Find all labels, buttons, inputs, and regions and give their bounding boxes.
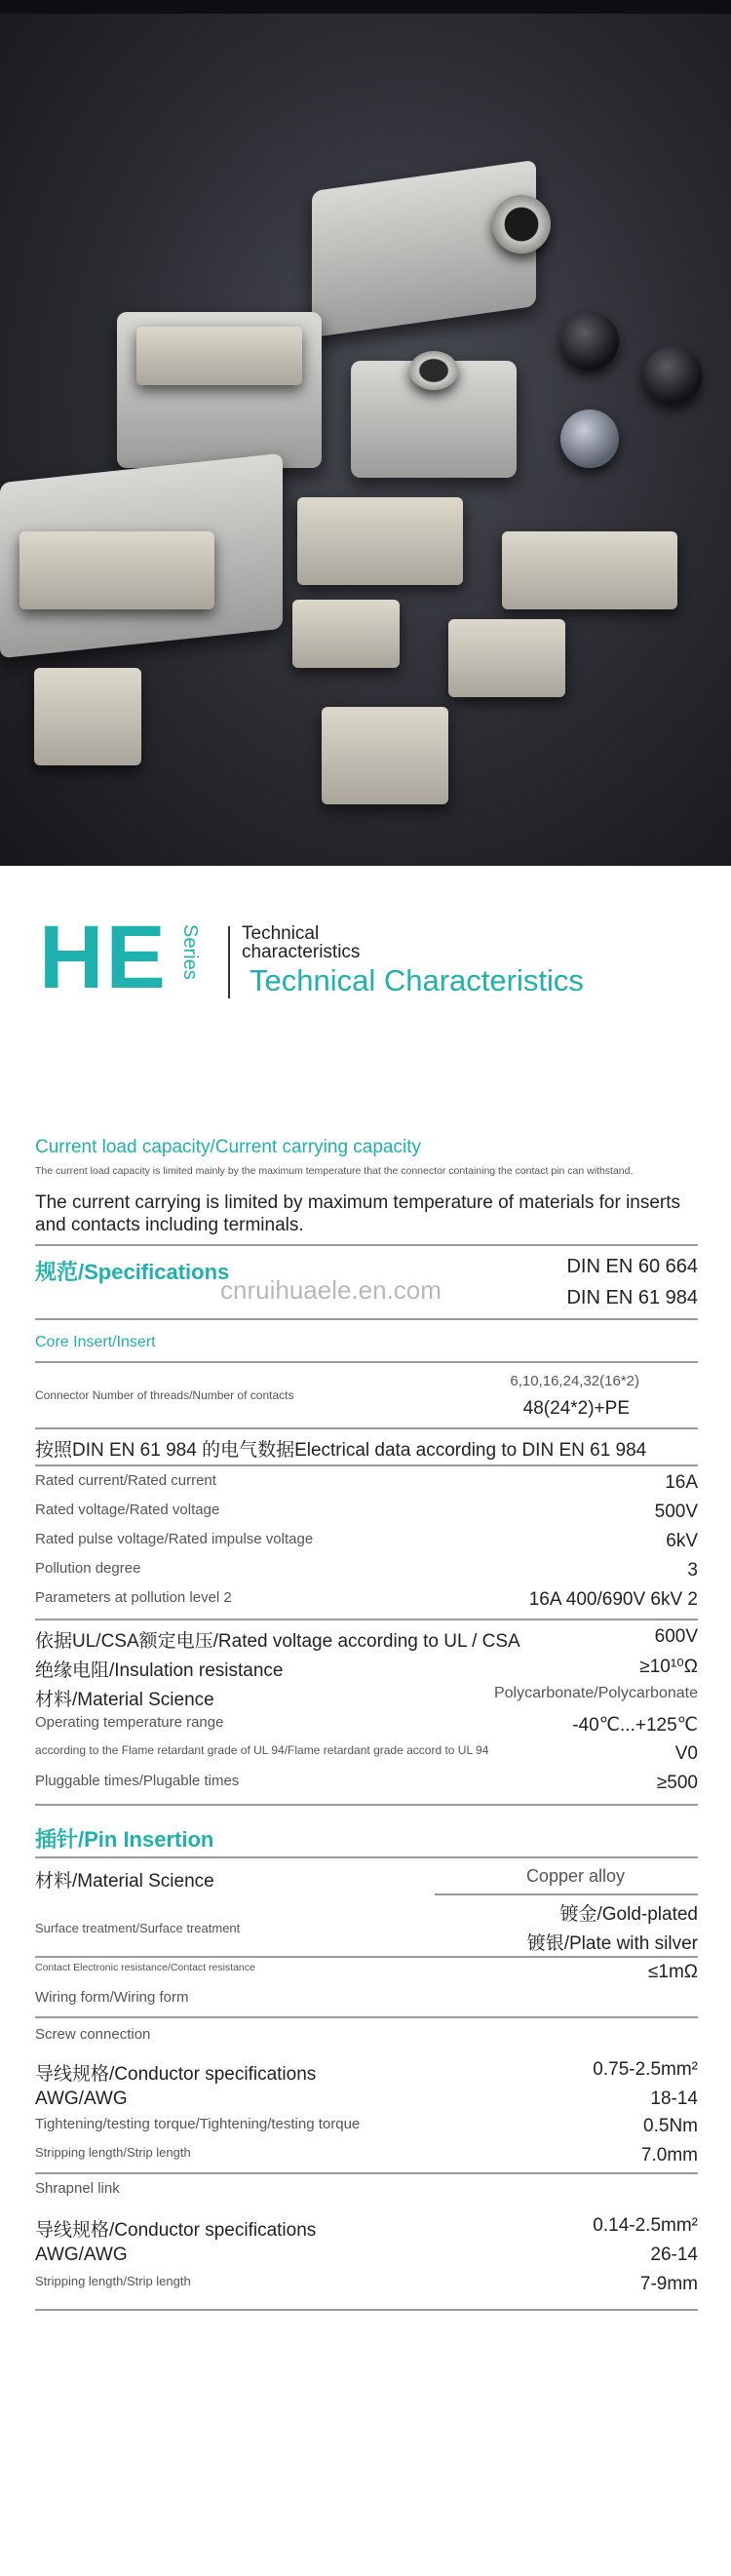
surface-label: Surface treatment/Surface treatment	[35, 1921, 241, 1935]
shrapnel-awg-value: 26-14	[650, 2244, 698, 2265]
material-label: 材料/Material Science	[35, 1690, 214, 1710]
insert-6-pin	[292, 600, 400, 668]
flame-label: according to the Flame retardant grade of UL 94/Flame retardant grade accord to UL 94	[35, 1743, 489, 1757]
contacts-value-1: 6,10,16,24,32(16*2)	[510, 1373, 639, 1389]
material-value: Polycarbonate/Polycarbonate	[493, 1685, 698, 1701]
divider	[35, 2172, 698, 2174]
contacts-value-2: 48(24*2)+PE	[522, 1398, 630, 1419]
series-code: HE	[39, 908, 168, 1007]
cable-gland-1	[560, 312, 619, 371]
pollution-value: 3	[687, 1560, 698, 1581]
resistance-label: Contact Electronic resistance/Contact resistance	[35, 1962, 255, 1973]
top-band	[0, 0, 731, 14]
pin-heading: 插针/Pin Insertion	[35, 1827, 214, 1852]
insulation-label: 绝缘电阻/Insulation resistance	[35, 1660, 284, 1681]
subtitle-small: Technical characteristics	[242, 923, 361, 962]
screw-torque-label: Tightening/testing torque/Tightening/testing torque	[35, 2116, 361, 2132]
insert-round-pin	[322, 707, 448, 804]
divider	[35, 1361, 698, 1363]
screw-cond-value: 0.75-2.5mm²	[593, 2059, 698, 2080]
divider	[35, 2309, 698, 2311]
flame-value: V0	[674, 1743, 698, 1764]
pollution-label: Pollution degree	[35, 1560, 141, 1577]
subtitle-large: Technical Characteristics	[250, 963, 584, 997]
temp-label: Operating temperature range	[35, 1714, 224, 1731]
divider	[35, 1427, 698, 1429]
plug-value: ≥500	[656, 1773, 698, 1793]
hood-small-entry	[409, 351, 458, 390]
load-small-note: The current load capacity is limited mainly by the maximum temperature that the connector containing the contact pin can withstand.	[35, 1165, 634, 1177]
rated-impulse-label: Rated pulse voltage/Rated impulse voltage	[35, 1531, 314, 1547]
pin-material-label: 材料/Material Science	[35, 1871, 214, 1892]
divider	[35, 1244, 698, 1246]
female-insert-24	[502, 531, 677, 609]
screw-title: Screw connection	[35, 2026, 151, 2043]
pollution2-value: 16A 400/690V 6kV 2	[528, 1589, 698, 1610]
temp-value: -40℃...+125℃	[572, 1715, 698, 1736]
divider	[435, 1893, 698, 1895]
rated-impulse-value: 6kV	[666, 1531, 698, 1551]
screw-awg-label: AWG/AWG	[35, 2088, 128, 2109]
pollution2-label: Parameters at pollution level 2	[35, 1589, 232, 1606]
hood-cable-entry	[492, 195, 551, 254]
specs-heading: 规范/Specifications	[35, 1260, 230, 1284]
shrapnel-strip-value: 7-9mm	[639, 2274, 698, 2294]
hood-housing-large	[312, 160, 536, 337]
shrapnel-awg-label: AWG/AWG	[35, 2244, 128, 2265]
shrapnel-strip-label: Stripping length/Strip length	[35, 2274, 191, 2288]
cable-gland-3	[560, 410, 619, 468]
divider	[35, 2016, 698, 2018]
shrapnel-cond-value: 0.14-2.5mm²	[593, 2215, 698, 2236]
divider	[35, 1464, 698, 1466]
contacts-label: Connector Number of threads/Number of contacts	[35, 1388, 294, 1402]
rated-current-value: 16A	[665, 1472, 698, 1493]
section-header	[0, 866, 731, 1080]
divider	[35, 1318, 698, 1320]
standard-2: DIN EN 61 984	[566, 1287, 698, 1308]
divider	[35, 1956, 698, 1958]
load-note: The current carrying is limited by maximum temperature of materials for inserts and contacts including terminals.	[35, 1192, 681, 1235]
pin-material-value: Copper alloy	[525, 1866, 625, 1886]
rated-current-label: Rated current/Rated current	[35, 1472, 216, 1489]
screw-strip-label: Stripping length/Strip length	[35, 2145, 191, 2160]
shrapnel-title: Shrapnel link	[35, 2180, 120, 2197]
ul-value: 600V	[654, 1626, 698, 1647]
screw-cond-label: 导线规格/Conductor specifications	[35, 2064, 317, 2085]
standard-1: DIN EN 60 664	[566, 1256, 698, 1277]
male-insert-bottom	[19, 531, 214, 609]
wiring-label: Wiring form/Wiring form	[35, 1989, 189, 2006]
screw-torque-value: 0.5Nm	[643, 2116, 698, 2136]
shrapnel-cond-label: 导线规格/Conductor specifications	[35, 2220, 317, 2241]
rated-voltage-label: Rated voltage/Rated voltage	[35, 1502, 220, 1518]
insulation-value: ≥10¹⁰Ω	[639, 1657, 698, 1677]
insert-in-housing	[136, 327, 302, 385]
series-label: Series	[179, 924, 201, 980]
ul-label: 依据UL/CSA额定电压/Rated voltage according to UL / CSA	[35, 1631, 520, 1652]
insert-10-pin	[448, 619, 565, 697]
divider	[35, 1619, 698, 1620]
rated-voltage-value: 500V	[654, 1502, 698, 1522]
plug-label: Pluggable times/Plugable times	[35, 1773, 240, 1789]
screw-awg-value: 18-14	[650, 2088, 698, 2109]
load-title: Current load capacity/Current carrying capacity	[35, 1137, 422, 1157]
electrical-heading: 按照DIN EN 61 984 的电气数据Electrical data according to DIN EN 61 984	[35, 1440, 647, 1461]
cable-gland-2	[643, 346, 702, 405]
surface-value-2: 镀银/Plate with silver	[526, 1933, 698, 1954]
surface-value-1: 镀金/Gold-plated	[559, 1904, 698, 1925]
resistance-value: ≤1mΩ	[647, 1962, 698, 1982]
product-photo	[0, 0, 731, 866]
insert-4-pin	[34, 668, 141, 765]
divider	[35, 1856, 698, 1858]
screw-strip-value: 7.0mm	[640, 2145, 698, 2166]
divider-vertical	[228, 926, 230, 998]
divider	[35, 1804, 698, 1806]
watermark: cnruihuaele.en.com	[220, 1275, 442, 1305]
core-insert-label: Core Insert/Insert	[35, 1334, 156, 1350]
female-insert-16	[297, 497, 463, 585]
